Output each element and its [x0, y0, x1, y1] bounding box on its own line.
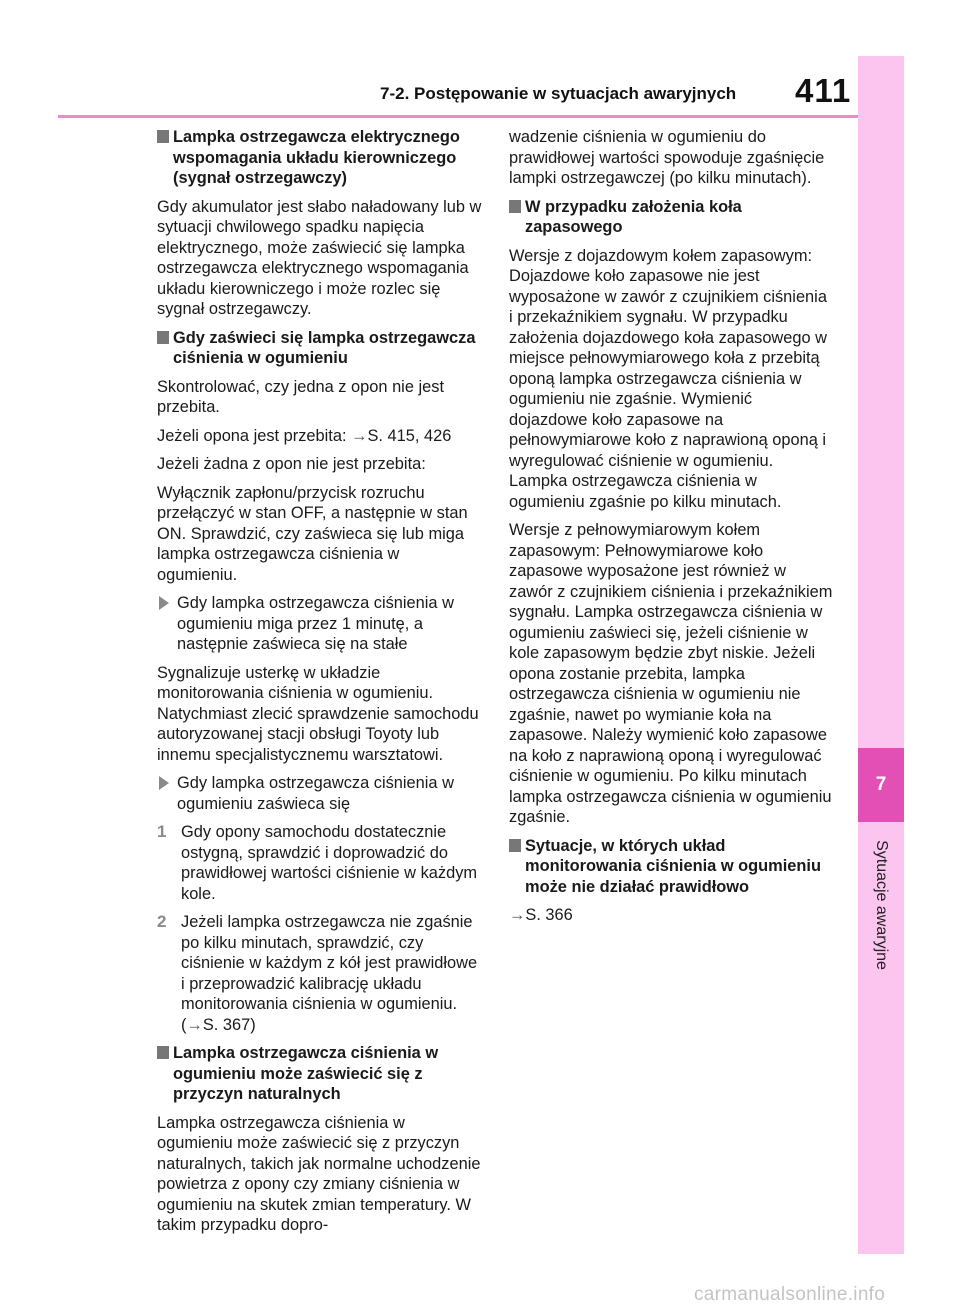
numbered-step — [157, 822, 482, 904]
page-reference-link[interactable]: S. 367) — [202, 1015, 256, 1034]
square-bullet-icon — [509, 839, 521, 852]
paragraph: Wersje z dojazdowym kołem zapasowym: Dojazdowe koło zapasowe nie jest wyposażone w zawór z czujnikiem ciśnienia i przekaźnikiem sygnału. W przypadku założenia dojazdowego koła zapasowego w miejsce pełnowymiarowego koła z przebitą oponą lampka ostrzegawcza ciśnienia w ogumieniu nie zgaśnie. Wymienić dojazdowe koło zapasowe na pełnowymiarowe koło z naprawioną oponą i wyregulować ciśnienie w ogumieniu. Lampka ostrzegawcza ciśnienia w ogumieniu zgaśnie po kilku minutach. — [509, 246, 828, 511]
page-reference-link[interactable]: S. 415, 426 — [367, 426, 452, 445]
reference-lead-text: Jeżeli opona jest przebita: — [157, 426, 352, 445]
paragraph: Skontrolować, czy jedna z opon nie jest przebita. — [157, 377, 444, 416]
paragraph: Lampka ostrzegawcza ciśnienia w ogumieniu może zaświecić się z przyczyn naturalnych, takich jak normalne uchodzenie powietrza z opony czy zmiany ciśnienia w ogumieniu na skutek zmian temperatury. W takim przypadku dopro- — [157, 1113, 481, 1234]
numbered-step — [157, 912, 482, 1035]
left-column — [157, 127, 482, 1244]
reference-arrow-icon: → — [351, 426, 368, 445]
section-heading — [157, 328, 482, 369]
square-bullet-icon — [157, 1046, 169, 1059]
page-number: 411 — [795, 72, 852, 109]
arrow-list-item — [157, 773, 482, 814]
step-text: Gdy opony samochodu dostatecznie ostygną, sprawdzić i doprowadzić do prawidłowej wartości ciśnienie w każdym kole. — [181, 823, 478, 903]
running-header-title: 7-2. Postępowanie w sytuacjach awaryjnych — [380, 84, 737, 103]
section-heading — [157, 127, 482, 189]
square-bullet-icon — [509, 200, 521, 213]
chapter-number-tab[interactable]: 7 — [858, 748, 904, 822]
paragraph: Jeżeli żadna z opon nie jest przebita: — [157, 455, 426, 473]
triangle-arrow-icon — [159, 776, 169, 790]
paragraph: Gdy akumulator jest słabo naładowany lub w sytuacji chwilowego spadku napięcia elektrycznego, może zaświecić się lampka ostrzegawcza elektrycznego wspomagania układu kierowniczego i może rozlec się sygnał ostrzegawczy. — [157, 197, 482, 318]
square-bullet-icon — [157, 331, 169, 344]
heading-text: Lampka ostrzegawcza ciśnienia w ogumieniu może zaświecić się z przyczyn naturalnych — [173, 1044, 439, 1103]
heading-text: W przypadku założenia koła zapasowego — [525, 197, 742, 236]
step-number: 2 — [157, 912, 167, 931]
heading-text: Gdy zaświeci się lampka ostrzegawcza ciśnienia w ogumieniu — [173, 328, 476, 367]
section-heading — [509, 836, 834, 898]
section-heading — [509, 197, 834, 238]
paragraph: Sygnalizuje usterkę w układzie monitorowania ciśnienia w ogumieniu. Natychmiast zlecić sprawdzenie samochodu autoryzowanej stacji obsługi Toyoty lub innemu specjalistycznemu warsztatowi. — [157, 663, 479, 764]
arrow-item-text: Gdy lampka ostrzegawcza ciśnienia w ogumieniu miga przez 1 minutę, a następnie zaświeca się na stałe — [177, 594, 454, 653]
paragraph-with-reference — [509, 905, 834, 926]
heading-text: Sytuacje, w których układ monitorowania ciśnienia w ogumieniu może nie działać prawidłowo — [525, 836, 821, 896]
step-text: Jeżeli lampka ostrzegawcza nie zgaśnie po kilku minutach, sprawdzić, czy ciśnienie w każdym z kół jest prawidłowe i przeprowadzić kalibrację układu monitorowania ciśnienia w ogumieniu. ( — [181, 913, 478, 1034]
paragraph: Wyłącznik zapłonu/przycisk rozruchu przełączyć w stan OFF, a następnie w stan ON. Sprawdzić, czy zaświeca się lub miga lampka ostrzegawcza ciśnienia w ogumieniu. — [157, 483, 468, 584]
reference-arrow-icon: → — [509, 906, 526, 924]
reference-arrow-icon: → — [186, 1015, 203, 1034]
paragraph: Wersje z pełnowymiarowym kołem zapasowym: Pełnowymiarowe koło zapasowe wyposażone jest również w zawór z czujnikiem ciśnienia i przekaźnikiem sygnału. Lampka ostrzegawcza ciśnienia w ogumieniu zaświeci się, jeżeli ciśnienie w kole zapasowym będzie zbyt niskie. Jeżeli opona zostanie przebita, lampka ostrzegawcza ciśnienia w ogumieniu nie zgaśnie, nawet po wymianie koła na zapasowe. Należy wymienić koło zapasowe na koło z naprawioną oponą i wyregulować ciśnienie w ogumieniu. Po kilku minutach lampka ostrzegawcza ciśnienia w ogumieniu zgaśnie. — [509, 521, 833, 826]
step-number: 1 — [157, 822, 167, 841]
right-column — [509, 127, 834, 934]
triangle-arrow-icon — [159, 596, 169, 610]
square-bullet-icon — [157, 130, 169, 143]
page-reference-link[interactable]: S. 366 — [525, 906, 573, 924]
paragraph-with-reference — [157, 426, 482, 447]
arrow-list-item — [157, 593, 482, 655]
paragraph: wadzenie ciśnienia w ogumieniu do prawidłowej wartości spowoduje zgaśnięcie lampki ostrzegawczej (po kilku minutach). — [509, 128, 825, 187]
chapter-label: Sytuacje awaryjne — [873, 840, 890, 970]
chapter-side-tab — [858, 56, 904, 1254]
section-heading — [157, 1043, 482, 1105]
watermark-text: carmanualsonline.info — [694, 1284, 886, 1305]
header-divider — [58, 115, 860, 118]
heading-text: Lampka ostrzegawcza elektrycznego wspomagania układu kierowniczego (sygnał ostrzegawczy) — [173, 128, 460, 187]
arrow-item-text: Gdy lampka ostrzegawcza ciśnienia w ogumieniu zaświeca się — [177, 774, 454, 813]
